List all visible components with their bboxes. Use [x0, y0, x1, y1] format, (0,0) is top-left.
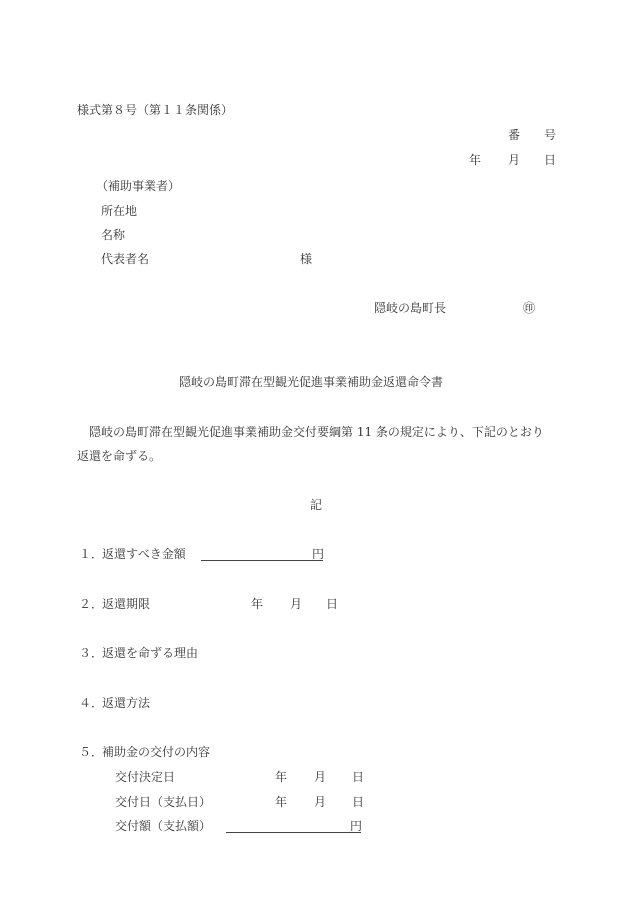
- subitem-decision-date-day: 日: [352, 770, 365, 784]
- item-5-number: ５．: [79, 745, 104, 759]
- amount-underline: [201, 560, 323, 561]
- item-3-label: 返還を命ずる理由: [102, 646, 199, 660]
- recipient-heading: （補助事業者）: [96, 179, 181, 193]
- subitem-payment-date-year: 年: [275, 795, 288, 809]
- subitem-payment-date-day: 日: [352, 795, 365, 809]
- subitem-payment-amount-unit: 円: [350, 819, 363, 833]
- recipient-representative-label: 代表者名: [101, 252, 150, 266]
- item-1-unit: 円: [312, 547, 325, 561]
- date-month-label: 月: [508, 153, 521, 167]
- item-2-label: 返還期限: [102, 597, 151, 611]
- number-label-ban: 番: [508, 128, 521, 142]
- form-number: 様式第８号（第１１条関係）: [77, 103, 234, 117]
- subitem-decision-date-label: 交付決定日: [115, 770, 176, 784]
- item-5-label: 補助金の交付の内容: [102, 745, 211, 759]
- item-1-number: １．: [79, 547, 104, 561]
- item-2-number: ２．: [79, 597, 104, 611]
- number-label-go: 号: [544, 128, 557, 142]
- item-4-label: 返還方法: [102, 696, 151, 710]
- document-title: 隠岐の島町滞在型観光促進事業補助金返還命令書: [179, 375, 444, 389]
- recipient-name-label: 名称: [101, 228, 126, 242]
- ki-label: 記: [310, 498, 323, 512]
- subitem-decision-date-year: 年: [275, 770, 288, 784]
- body-text-line2: 返還を命ずる。: [77, 449, 162, 463]
- seal-mark: ㊞: [523, 301, 536, 315]
- subitem-payment-amount-label: 交付額（支払額）: [115, 819, 212, 833]
- issuer-title: 隠岐の島町長: [374, 301, 447, 315]
- subitem-payment-date-month: 月: [314, 795, 327, 809]
- item-2-day: 日: [326, 597, 339, 611]
- body-text-line1: 隠岐の島町滞在型観光促進事業補助金交付要綱第 11 条の規定により、下記のとおり: [89, 425, 544, 439]
- item-2-month: 月: [290, 597, 303, 611]
- date-day-label: 日: [544, 153, 557, 167]
- recipient-honorific: 様: [300, 252, 313, 266]
- subitem-payment-date-label: 交付日（支払日）: [115, 795, 212, 809]
- item-2-year: 年: [251, 597, 264, 611]
- subitem-decision-date-month: 月: [314, 770, 327, 784]
- item-4-number: ４．: [79, 696, 104, 710]
- item-1-label: 返還すべき金額: [102, 547, 186, 561]
- recipient-address-label: 所在地: [101, 204, 138, 218]
- date-year-label: 年: [469, 153, 482, 167]
- payment-amount-underline: [226, 832, 361, 833]
- item-3-number: ３．: [79, 646, 104, 660]
